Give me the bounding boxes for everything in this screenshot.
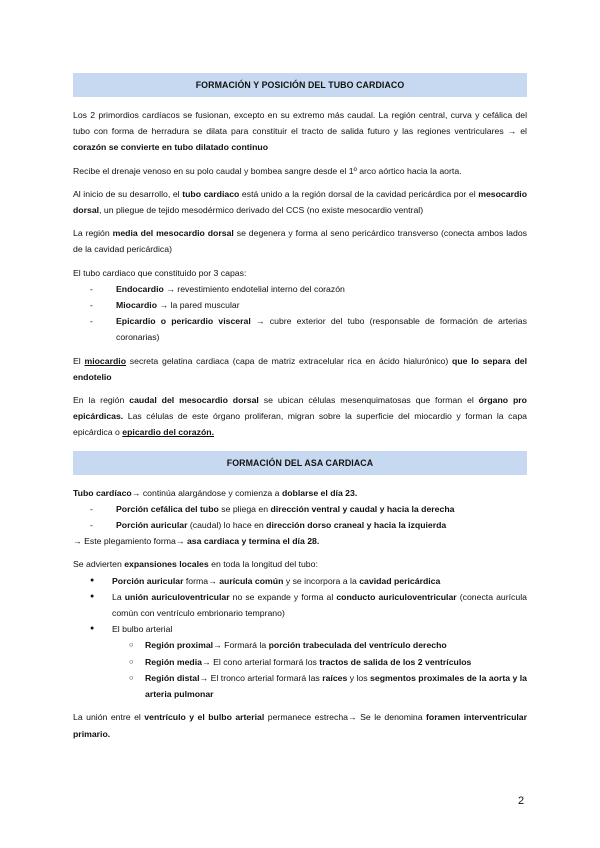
paragraph-gelatina: El miocardio secreta gelatina cardiaca (capa de matriz extracelular rica en ácido hialurónico) que lo separa del endotelio (73, 355, 528, 382)
list-item-miocardio: - Miocardio → la pared muscular (73, 297, 527, 313)
bullet-item-bulbo: ● El bulbo arterial (73, 621, 527, 637)
paragraph-plegamiento: → Este plegamiento forma→ asa cardiaca y termina el día 28. (73, 536, 320, 547)
list-item-porcion-auricular: - Porción auricular (caudal) lo hace en dirección dorso craneal y hacia la izquierda (73, 517, 527, 533)
list-item-epicardio: - Epicardio o pericardio visceral → cubre exterior del tubo (responsable de formación de arterias coronarias) (73, 313, 527, 345)
dash-marker: - (90, 316, 93, 327)
paragraph-drenaje: Recibe el drenaje venoso en su polo caudal y bombea sangre desde el 1º arco aórtico hacia la aorta. (73, 165, 462, 176)
circle-marker: ○ (129, 656, 134, 666)
page-number: 2 (518, 795, 525, 807)
bullet-item-auricular: ● Porción auricular forma→ aurícula común y se incorpora a la cavidad pericárdica (73, 573, 527, 589)
section-heading-asa-cardiaca: FORMACIÓN DEL ASA CARDIACA (73, 451, 527, 475)
bullet-marker: ● (90, 576, 95, 584)
list-item-porcion-cefalica: - Porción cefálica del tubo se pliega en dirección ventral y caudal y hacia la derecha (73, 501, 527, 517)
bullet-marker: ● (90, 625, 95, 633)
dash-marker: - (90, 300, 93, 311)
paragraph-tubo-dobla: Tubo cardíaco→ continúa alargándose y comienza a doblarse el día 23. (73, 487, 358, 498)
bullet-marker: ● (90, 592, 95, 600)
paragraph-capas-intro: El tubo cardiaco que constituido por 3 capas: (73, 267, 247, 278)
dash-marker: - (90, 520, 93, 531)
dash-marker: - (90, 503, 93, 514)
sub-item-region-proximal: ○ Región proximal→ Formará la porción trabeculada del ventrículo derecho (73, 637, 527, 653)
dash-marker: - (90, 283, 93, 294)
sub-item-region-media: ○ Región media→ El cono arterial formará los tractos de salida de los 2 ventrículos (73, 654, 527, 670)
paragraph-expansiones: Se advierten expansiones locales en toda la longitud del tubo: (73, 559, 318, 570)
paragraph-proepicardico: En la región caudal del mesocardio dorsal se ubican células mesenquimatosas que forman el órgano pro epicárdicas. Las células de este órgano proliferan, migran sobre la superficie del miocardio y forman la capa epicárdica o epicardio del corazón. (73, 395, 527, 438)
list-item-endocardio: - Endocardio → revestimiento endotelial interno del corazón (73, 281, 527, 297)
section-heading-tubo-cardiaco: FORMACIÓN Y POSICIÓN DEL TUBO CARDIACO (73, 73, 527, 97)
paragraph-region-media: La región media del mesocardio dorsal se degenera y forma al seno pericárdico transverso (conecta ambos lados de la cavidad pericárdica) (73, 228, 527, 255)
circle-marker: ○ (129, 640, 134, 650)
paragraph-foramen: La unión entre el ventrículo y el bulbo arterial permanece estrecha→ Se le denomina foramen interventricular primario. (73, 712, 528, 739)
paragraph-mesocardio: Al inicio de su desarrollo, el tubo cardiaco está unido a la región dorsal de la cavidad pericárdica por el mesocardio dorsal, un pliegue de tejido mesodérmico derivado del CCS (no existe mesocardio ventral) (73, 188, 527, 216)
circle-marker: ○ (129, 672, 134, 682)
paragraph-primordios: Los 2 primordios cardíacos se fusionan, excepto en su extremo más caudal. La región central, curva y cefálica del tubo con forma de herradura se dilata para constituir el tracto de salida futuro y las regiones ventriculares → el corazón se convierte en tubo dilatado continuo (73, 110, 527, 153)
sub-item-region-distal: ○ Región distal→ El tronco arterial formará las raíces y los segmentos proximales de la aorta y la arteria pulmonar (73, 670, 527, 702)
document-page (73, 73, 527, 742)
bullet-item-union-av: ● La unión auriculoventricular no se expande y forma al conducto auriculoventricular (conecta aurícula común con ventrículo embrionario temprano) (73, 589, 527, 621)
